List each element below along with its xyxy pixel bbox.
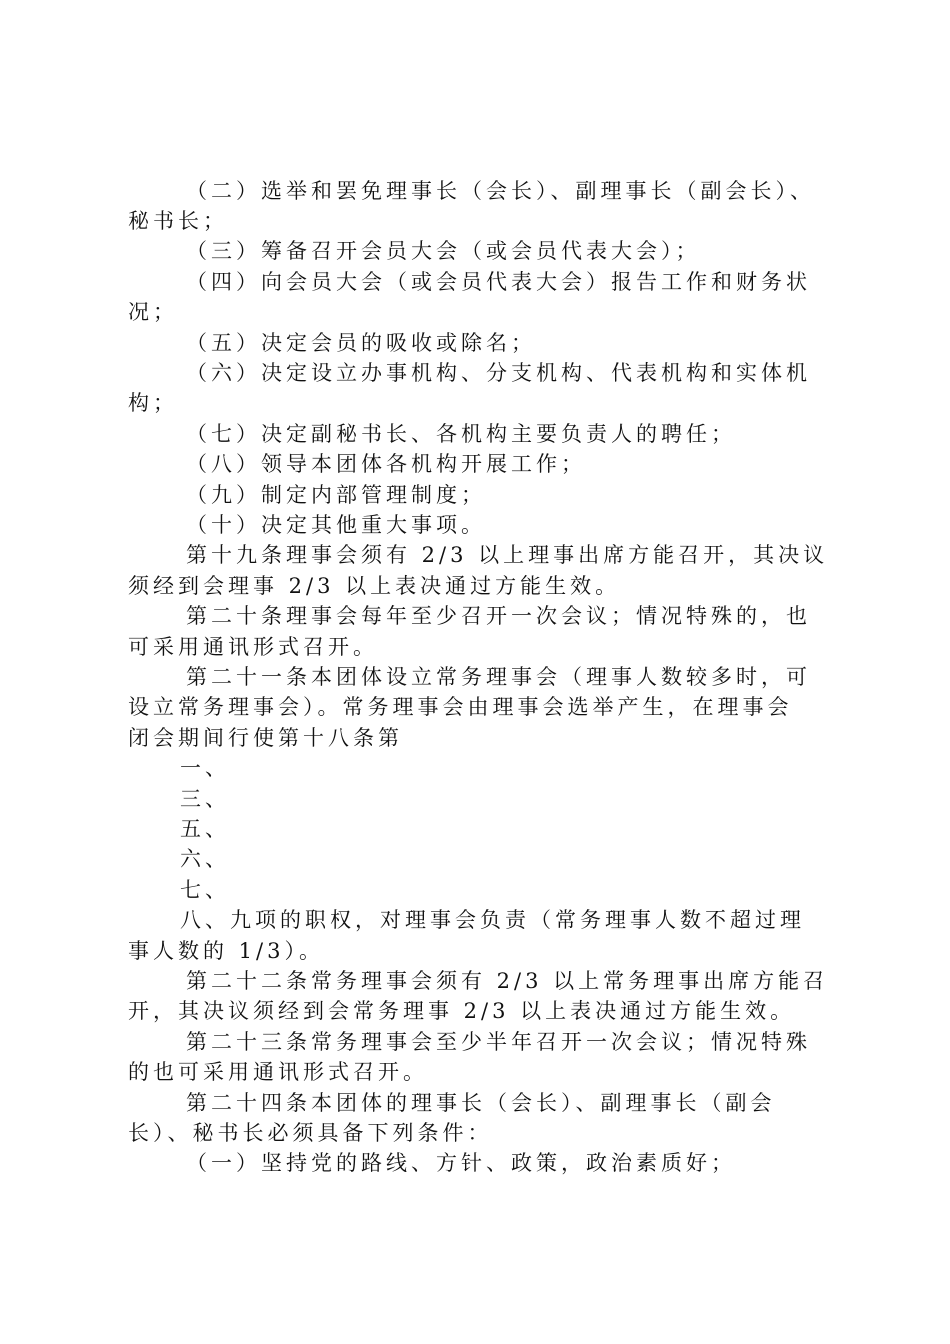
text-line: 第十九条理事会须有 2/3 以上理事出席方能召开，其决议 — [186, 543, 829, 567]
text-line: 可采用通讯形式召开。 — [128, 635, 378, 659]
text-line: 构； — [128, 391, 178, 415]
text-line: 事人数的 1/3）。 — [128, 939, 324, 963]
text-line: 六、 — [180, 847, 230, 871]
text-line: （五）决定会员的吸收或除名； — [186, 331, 536, 355]
text-line: 第二十四条本团体的理事长（会长）、副理事长（副会 — [186, 1091, 776, 1115]
text-line: （十）决定其他重大事项。 — [186, 513, 486, 537]
text-line: （九）制定内部管理制度； — [186, 483, 486, 507]
text-line: 七、 — [180, 878, 230, 902]
text-line: （三）筹备召开会员大会（或会员代表大会）； — [186, 239, 701, 263]
text-line: （二）选举和罢免理事长（会长）、副理事长（副会长）、 — [186, 179, 815, 203]
text-line: 须经到会理事 2/3 以上表决通过方能生效。 — [128, 574, 621, 598]
text-line: 三、 — [180, 787, 230, 811]
text-line: 第二十三条常务理事会至少半年召开一次会议；情况特殊 — [186, 1030, 811, 1054]
text-line: 第二十条理事会每年至少召开一次会议；情况特殊的，也 — [186, 604, 811, 628]
text-line: （七）决定副秘书长、各机构主要负责人的聘任； — [186, 422, 736, 446]
text-line: （一）坚持党的路线、方针、政策，政治素质好； — [186, 1151, 736, 1175]
text-line: 开，其决议须经到会常务理事 2/3 以上表决通过方能生效。 — [128, 999, 796, 1023]
text-line: 设立常务理事会）。常务理事会由理事会选举产生，在理事会 — [128, 695, 793, 719]
text-line: （六）决定设立办事机构、分支机构、代表机构和实体机 — [186, 361, 811, 385]
text-line: （四）向会员大会（或会员代表大会）报告工作和财务状 — [186, 270, 811, 294]
text-line: 况； — [128, 300, 178, 324]
text-line: 长）、秘书长必须具备下列条件： — [128, 1121, 493, 1145]
text-line: 第二十二条常务理事会须有 2/3 以上常务理事出席方能召 — [186, 969, 829, 993]
text-line: 的也可采用通讯形式召开。 — [128, 1060, 428, 1084]
text-line: 五、 — [180, 817, 230, 841]
text-line: 第二十一条本团体设立常务理事会（理事人数较多时，可 — [186, 665, 811, 689]
text-line: 一、 — [180, 756, 230, 780]
text-line: 闭会期间行使第十八条第 — [128, 726, 403, 750]
text-line: （八）领导本团体各机构开展工作； — [186, 452, 586, 476]
text-line: 八、九项的职权，对理事会负责（常务理事人数不超过理 — [180, 908, 805, 932]
text-line: 秘书长； — [128, 209, 228, 233]
